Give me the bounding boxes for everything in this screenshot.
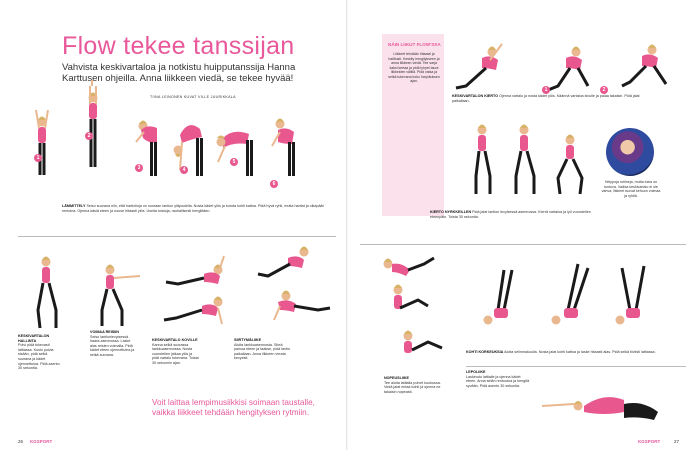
caption-text: Tee aloita lattialla polvet koukussa. Vedä jalat rintaa kohti ja ojenna ne takaisin nopeasti. [384,380,441,394]
dancer-figure [616,266,645,325]
dancer-figure [384,258,435,276]
dancer-figure [274,291,330,321]
caption-text: Aloita selinmakuulla. Nosta jalat kohti kattoa ja laske hitaasti alas. Pidä selkä tiiviisti lattiassa. [504,350,656,354]
sidebar-text: Liikkeet tehdään hitaasti ja hallitusti. Keskity hengitykseen ja anna liikkeen viedä. Tee sarja kaksi kertaa ja pidä lyhyet tauot liikkeiden välillä. Pidä vatsa ja selkä tukevana koko harjoituksen ajan. [388,52,440,83]
warmup-caption [62,204,330,213]
dancer-figure [484,270,513,325]
exercise-caption [430,210,596,219]
step-number-badge: 3 [135,164,143,172]
exercise-photo-row [452,116,602,208]
brand-logo: KGSPORT [638,439,661,444]
page-number: 26 [18,439,24,444]
sidebar-heading: NÄIN LIIKUT FLOW'SSA [388,42,441,47]
exercise-caption [466,370,530,388]
dancer-figure [258,247,309,277]
dancer-figure [89,80,98,167]
step-number-badge: 1 [542,86,550,94]
step-number-badge: 2 [85,132,93,140]
exercise-caption [466,350,678,355]
exercise-photo-row [18,240,338,330]
dancer-figure [552,264,589,325]
dancer-figure [174,125,204,176]
info-sidebar [382,34,444,216]
caption-text: Seiso lantionlevyisessä haara-asennossa. Laske alas reisien voimalla. Pidä kädet eteen ojennettuina ja selkä suorana. [90,334,135,357]
dancer-figure [166,256,224,284]
exercise-caption [152,338,200,366]
exercise-caption [452,94,652,103]
dancer-figure [102,265,140,327]
credits: TIINA LEINONEN KUVAT VILLE JUURIKKALA [150,95,236,99]
dancer-figure [558,135,582,195]
caption-heading: KESKIVARTALON HALLINTA [18,334,50,343]
caption-text: Seiso suorana niin, että hartiolinja on suoraan lantion yläpuolella. Nosta kädet ylös ja kurota kohti kattoa. Pidä hyvä ryhti, mutta hartiat ja olkapäät rentoina. Ojenna käsiä eteen ja nouse hitaasti ylös. Useita toistoja, rauhallisesti hengittäen. [62,204,324,213]
brand-logo: KGSPORT [30,439,53,444]
caption-text: Kanna selkä suorassa lankkuasennossa. Nosta vuorotellen jalkaa ylös ja pidä vartalo tukevana. Toista 30 sekunnin ajan. [152,342,199,365]
section-divider [18,236,336,237]
caption-text: Ojenna vartalo ja nosta kädet ylös. Käännä vartaloa sivulle ja palaa takaisin. Pidä jalat paikallaan. [452,94,640,103]
dancer-figure [404,331,443,354]
section-divider [466,366,686,367]
trainer-portrait [606,128,654,176]
dancer-figure [36,110,48,175]
page-number: 27 [674,439,680,444]
dancer-figure [38,257,56,329]
exercise-photo [534,376,684,426]
step-number-badge: 6 [270,180,278,188]
step-number-badge: 1 [34,154,42,162]
step-number-badge: 2 [600,86,608,94]
dancer-figure [622,45,666,87]
caption-heading: KESKIVARTALON KIERTO [452,94,499,98]
exercise-caption [90,330,138,358]
dancer-figure [548,47,588,91]
pull-quote: Voit laittaa lempimusiikkisi soimaan taustalle, vaikka liikkeet tehdään hengityksen rytmiin. [152,398,315,417]
dancer-figure [516,125,534,195]
dancer-figure [272,119,295,177]
caption-heading: KIERTO NYRKKEILLEN [430,210,472,214]
portrait-caption: Helppoja rutiineja, mutta tulos on tuntuva. Vaikka keskivartalo ei ole vahva, liikkeet tuovat kehoon voimaa ja ryhtiä. [601,180,661,198]
caption-text: Pidä jalat lantion levyisessä asennossa. Kierrä vartaloa ja lyö vuorotellen eteenpäin. Toista 30 sekuntia. [430,210,591,219]
caption-heading: NOPEUSLIIKE [384,376,409,380]
dancer-figure [217,132,254,176]
caption-heading: KOHTI KORKEUKSIA [466,350,504,354]
caption-heading: LEPOLIIKE [466,370,486,374]
caption-heading: KESKIVARTALO KOVILLE [152,338,198,342]
page-subtitle: Vahvista keskivartaloa ja notkistu huipputanssija Hanna Karttusen ohjeilla. Anna liikkeen viedä, se tekee hyvää! [62,62,296,84]
dancer-figure [394,285,429,310]
dancer-figure [456,44,502,88]
caption-heading: SIIRTYMÄLIIKE [234,338,262,342]
caption-text: Polvi pidä tukevasti lattiassa. Kouki polvia sisään, pidä selkä suorana ja kädet ojennettuina. Pidä asento 30 sekuntia. [18,343,60,371]
step-number-badge: 5 [230,158,238,166]
section-divider [360,244,686,245]
exercise-caption [234,338,292,361]
dancer-figure [542,397,658,420]
dancer-figure [476,125,490,195]
right-page [348,0,696,450]
exercise-caption [384,376,444,394]
page-title: Flow tekee tanssijan [62,32,295,60]
caption-heading: VOIMAA REISIIN [90,330,119,334]
step-number-badge: 4 [180,166,188,174]
caption-text: Laskeudu lattialle ja ojenna kädet eteen. Anna selän rentoutua ja hengitä syvään. Pidä asento 30 sekuntia. [466,374,530,388]
caption-text: Aloita lankkuasennosta. Siirrä painoa eteen ja taakse, pidä lantio paikallaan. Anna liikkeen virrata kevyesti. [234,342,290,361]
dancer-figure [164,297,223,325]
caption-heading: LÄMMITTELY [62,204,86,208]
exercise-caption [18,334,60,371]
